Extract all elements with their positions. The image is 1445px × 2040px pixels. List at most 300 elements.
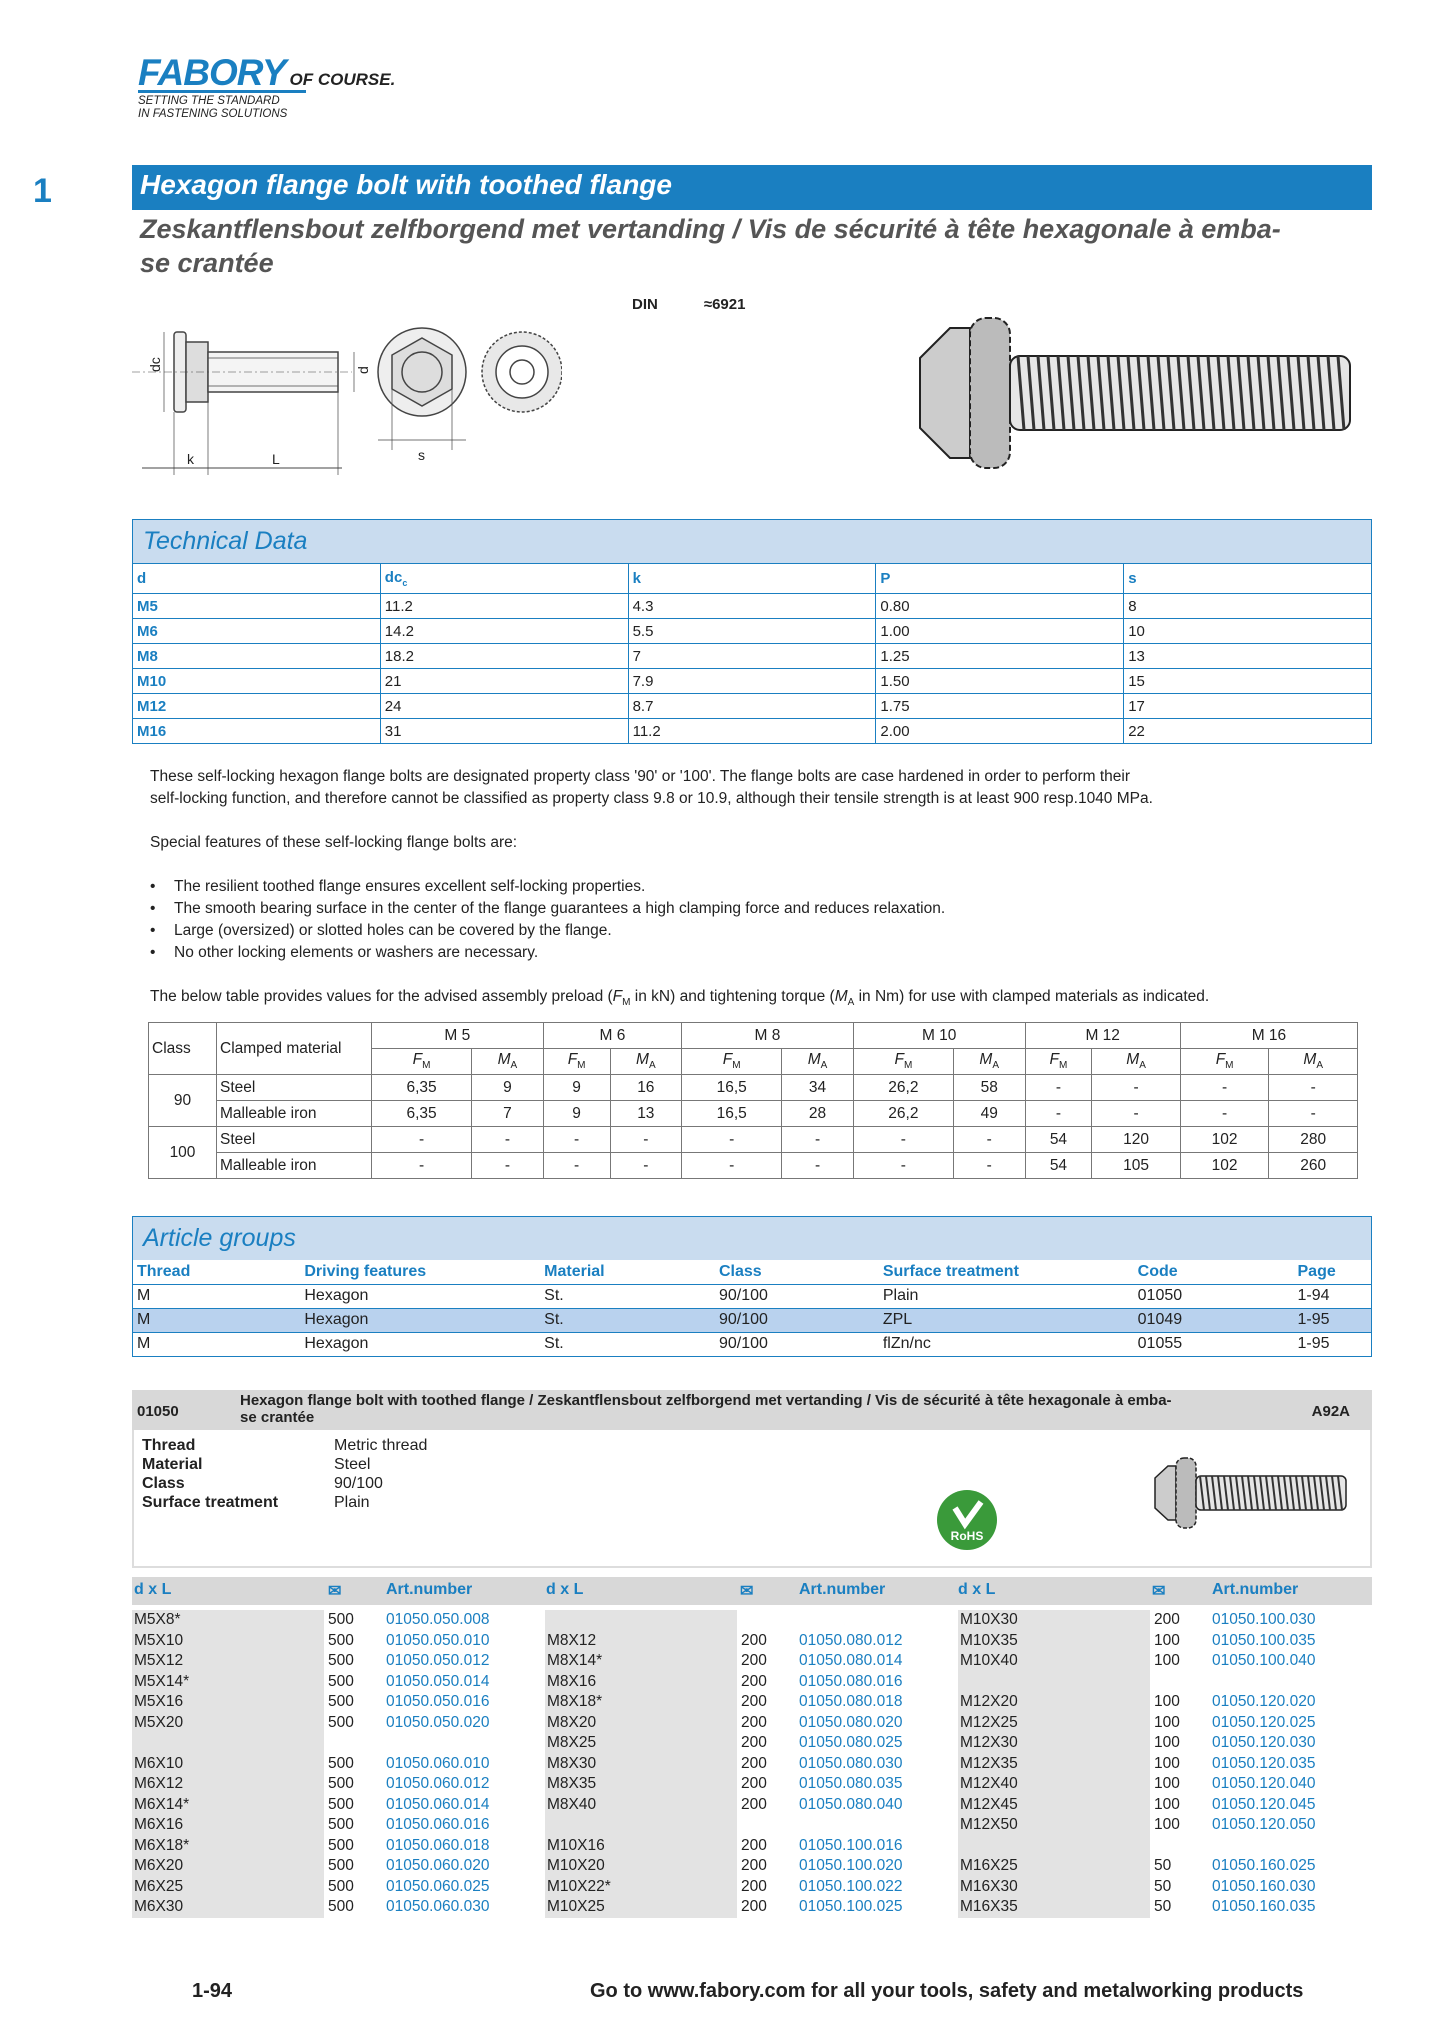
quantity-cell: 100	[1154, 1816, 1180, 1833]
list-item[interactable]	[958, 1877, 1372, 1898]
table-row	[133, 719, 1372, 744]
article-number-link[interactable]: 01050.060.014	[386, 1795, 490, 1813]
list-item[interactable]	[545, 1631, 957, 1652]
logo-tagline-2: IN FASTENING SOLUTIONS	[138, 108, 288, 120]
table-cell: 90/100	[715, 1308, 879, 1332]
article-number-link[interactable]: 01050.050.008	[386, 1611, 490, 1628]
header-fm: $F_M$	[543, 1049, 610, 1075]
list-item[interactable]	[958, 1897, 1372, 1918]
table-cell: 11.2	[628, 719, 876, 744]
article-number-link[interactable]: 01050.100.040	[1212, 1652, 1316, 1669]
material-cell: Steel	[217, 1127, 372, 1153]
value-cell: -	[1180, 1101, 1269, 1127]
table-cell: 1.25	[876, 644, 1124, 669]
article-number-link[interactable]: 01050.050.012	[386, 1652, 490, 1669]
article-number-link[interactable]: 01050.050.020	[386, 1713, 490, 1731]
value-cell: -	[853, 1127, 953, 1153]
subtitle-line-1: Zeskantflensbout zelfborgend met vertanding / Vis de sécurité à tête hexagonale à emba-	[140, 214, 1281, 244]
value-cell: -	[1025, 1075, 1092, 1101]
page-title: Hexagon flange bolt with toothed flange	[132, 165, 1372, 210]
quantity-cell: 200	[741, 1631, 767, 1649]
article-number-link[interactable]: 01050.120.020	[1212, 1693, 1316, 1710]
table-cell: 31	[380, 719, 628, 744]
value-cell: 6,35	[372, 1101, 472, 1127]
list-item[interactable]	[132, 1692, 544, 1713]
quantity-cell: 200	[741, 1652, 767, 1669]
technical-data-table	[132, 563, 1372, 744]
table-cell: M	[133, 1308, 301, 1332]
list-item[interactable]	[958, 1631, 1372, 1652]
property-value: Plain	[334, 1494, 370, 1511]
table-row	[133, 619, 1372, 644]
dim-k: k	[187, 451, 194, 467]
list-item[interactable]	[958, 1692, 1372, 1713]
product-bar	[132, 1390, 1372, 1430]
list-item[interactable]	[545, 1795, 957, 1816]
value-cell: 28	[782, 1101, 854, 1127]
article-group-row[interactable]	[133, 1332, 1372, 1356]
article-number-link[interactable]: 01050.080.025	[799, 1734, 903, 1751]
size-cell: M10X25	[545, 1897, 737, 1918]
value-cell: -	[1025, 1101, 1092, 1127]
list-item[interactable]	[132, 1631, 544, 1652]
table-cell: M10	[133, 669, 381, 694]
article-number-link[interactable]: 01050.100.022	[799, 1877, 903, 1895]
logo-tagline-1: SETTING THE STANDARD	[138, 95, 280, 107]
table-cell: M8	[133, 644, 381, 669]
photo-head	[920, 328, 970, 458]
list-item[interactable]	[132, 1815, 544, 1836]
dim-s: s	[418, 447, 425, 463]
list-item[interactable]	[958, 1795, 1372, 1816]
table-cell: 1-95	[1294, 1308, 1372, 1332]
value-cell: 9	[543, 1101, 610, 1127]
article-number-link[interactable]: 01050.060.018	[386, 1836, 490, 1854]
article-number-link[interactable]: 01050.050.016	[386, 1693, 490, 1710]
list-item	[545, 1815, 957, 1836]
value-cell: -	[1269, 1075, 1358, 1101]
header-class: Class	[149, 1023, 217, 1075]
dim-dc: dc	[147, 357, 163, 372]
value-cell: -	[372, 1153, 472, 1179]
list-item[interactable]	[132, 1610, 544, 1631]
size-cell	[545, 1815, 737, 1836]
article-number-link[interactable]: 01050.080.016	[799, 1672, 903, 1690]
size-cell: M6X12	[132, 1774, 324, 1795]
size-cell: M12X35	[958, 1754, 1150, 1775]
size-cell: M5X16	[132, 1692, 324, 1713]
header-ma: $M_A$	[610, 1049, 682, 1075]
size-cell: M16X30	[958, 1877, 1150, 1898]
table-cell: 1-94	[1294, 1284, 1372, 1308]
article-group-row[interactable]	[133, 1284, 1372, 1308]
list-item[interactable]	[132, 1877, 544, 1898]
package-icon: ✉	[1152, 1583, 1166, 1600]
article-number-link[interactable]: 01050.160.035	[1212, 1898, 1316, 1915]
features-intro: Special features of these self-locking flange bolts are:	[150, 834, 518, 851]
article-column-1	[132, 1610, 544, 1918]
size-cell: M6X30	[132, 1897, 324, 1918]
value-cell: 9	[543, 1075, 610, 1101]
features-list	[150, 876, 945, 964]
table-cell: ZPL	[879, 1308, 1134, 1332]
table-cell: 5.5	[628, 619, 876, 644]
list-item[interactable]	[132, 1672, 544, 1693]
quantity-cell: 500	[328, 1836, 354, 1854]
technical-drawing	[132, 300, 562, 485]
table-cell: 15	[1124, 669, 1372, 694]
table-cell: 7.9	[628, 669, 876, 694]
article-number-link[interactable]: 01050.050.010	[386, 1631, 490, 1649]
din-label: DIN	[632, 296, 658, 313]
list-item[interactable]	[958, 1774, 1372, 1795]
quantity-cell: 50	[1154, 1877, 1172, 1895]
size-cell: M8X35	[545, 1774, 737, 1795]
value-cell: -	[1180, 1075, 1269, 1101]
table-cell: Hexagon	[300, 1308, 540, 1332]
logo-suffix: OF COURSE.	[289, 70, 396, 89]
article-number-link[interactable]: 01050.060.016	[386, 1816, 490, 1833]
article-number-link[interactable]: 01050.080.040	[799, 1795, 903, 1813]
list-item[interactable]	[958, 1815, 1372, 1836]
article-number-link[interactable]: 01050.080.020	[799, 1713, 903, 1731]
value-cell: 34	[782, 1075, 854, 1101]
list-item: • Large (oversized) or slotted holes can be covered by the flange.	[150, 920, 945, 942]
article-number-link[interactable]: 01050.120.045	[1212, 1795, 1316, 1813]
size-cell: M12X40	[958, 1774, 1150, 1795]
article-number-link[interactable]: 01050.120.035	[1212, 1754, 1316, 1772]
table-cell: 18.2	[380, 644, 628, 669]
value-cell: -	[853, 1153, 953, 1179]
list-item[interactable]	[545, 1856, 957, 1877]
value-cell: 49	[953, 1101, 1025, 1127]
article-groups-heading: Article groups	[132, 1216, 1372, 1260]
list-item[interactable]	[132, 1774, 544, 1795]
list-item[interactable]	[958, 1733, 1372, 1754]
list-item[interactable]	[545, 1877, 957, 1898]
quantity-cell: 100	[1154, 1652, 1180, 1669]
list-item[interactable]	[545, 1774, 957, 1795]
table-row	[133, 594, 1372, 619]
table-row	[149, 1153, 1358, 1179]
quantity-cell: 500	[328, 1775, 354, 1792]
table-row	[149, 1101, 1358, 1127]
header-cell: Class	[715, 1260, 879, 1284]
article-number-link[interactable]: 01050.080.035	[799, 1775, 903, 1792]
product-thumbnail	[1150, 1448, 1360, 1538]
list-item[interactable]	[132, 1754, 544, 1775]
quantity-cell: 500	[328, 1877, 354, 1895]
size-cell: M8X12	[545, 1631, 737, 1652]
quantity-cell: 500	[328, 1898, 354, 1915]
value-cell: 54	[1025, 1127, 1092, 1153]
header-fm: $F_M$	[1180, 1049, 1269, 1075]
header-size: M 10	[853, 1023, 1025, 1049]
quantity-cell: 200	[741, 1672, 767, 1690]
size-cell: M10X35	[958, 1631, 1150, 1652]
article-number-link[interactable]: 01050.100.035	[1212, 1631, 1316, 1649]
quantity-cell: 500	[328, 1611, 354, 1628]
logo-brand: FABORY	[138, 52, 286, 93]
size-cell: M8X30	[545, 1754, 737, 1775]
table-cell: 01055	[1134, 1332, 1294, 1356]
class-cell: 100	[149, 1127, 217, 1179]
header-size: M 5	[372, 1023, 544, 1049]
col-dxl-2: d x L	[546, 1581, 584, 1598]
article-number-link[interactable]: 01050.160.025	[1212, 1857, 1316, 1874]
article-number-link[interactable]: 01050.120.040	[1212, 1775, 1316, 1792]
article-group-row[interactable]	[133, 1308, 1372, 1332]
table-cell: 10	[1124, 619, 1372, 644]
value-cell: 280	[1269, 1127, 1358, 1153]
quantity-cell: 100	[1154, 1631, 1180, 1649]
value-cell: -	[543, 1127, 610, 1153]
table-cell: M6	[133, 619, 381, 644]
quantity-cell: 500	[328, 1857, 354, 1874]
value-cell: 54	[1025, 1153, 1092, 1179]
header-cell: Driving features	[300, 1260, 540, 1284]
list-item[interactable]	[545, 1733, 957, 1754]
header-ma: $M_A$	[472, 1049, 544, 1075]
article-number-link[interactable]: 01050.100.030	[1212, 1611, 1316, 1628]
product-code: 01050	[137, 1403, 179, 1420]
dim-L: L	[272, 451, 280, 467]
value-cell: 16,5	[682, 1075, 782, 1101]
list-item[interactable]	[545, 1651, 957, 1672]
list-item[interactable]	[132, 1897, 544, 1918]
header-cell: Thread	[133, 1260, 301, 1284]
table-cell: 11.2	[380, 594, 628, 619]
table-cell: 1.00	[876, 619, 1124, 644]
list-item[interactable]	[545, 1754, 957, 1775]
header-ma: $M_A$	[1269, 1049, 1358, 1075]
quantity-cell: 100	[1154, 1795, 1180, 1813]
technical-data-heading: Technical Data	[132, 519, 1372, 563]
list-item[interactable]	[545, 1672, 957, 1693]
size-cell: M8X25	[545, 1733, 737, 1754]
quantity-cell: 200	[741, 1857, 767, 1874]
size-cell: M12X50	[958, 1815, 1150, 1836]
din-value: ≈6921	[703, 296, 746, 313]
size-cell: M5X8*	[132, 1610, 324, 1631]
table-cell: Hexagon	[300, 1284, 540, 1308]
value-cell: 260	[1269, 1153, 1358, 1179]
property-row	[142, 1493, 427, 1512]
article-number-link[interactable]: 01050.120.025	[1212, 1713, 1316, 1731]
size-cell: M8X40	[545, 1795, 737, 1816]
value-cell: -	[682, 1153, 782, 1179]
property-row	[142, 1436, 427, 1455]
list-item[interactable]	[958, 1713, 1372, 1734]
table-cell: 4.3	[628, 594, 876, 619]
article-number-link[interactable]: 01050.060.025	[386, 1877, 490, 1895]
list-item	[132, 1733, 544, 1754]
header-size: M 16	[1180, 1023, 1357, 1049]
article-number-link[interactable]: 01050.060.012	[386, 1775, 490, 1792]
header-ma: $M_A$	[782, 1049, 854, 1075]
size-cell: M8X20	[545, 1713, 737, 1734]
header-s: s	[1124, 564, 1372, 594]
size-cell: M10X22*	[545, 1877, 737, 1898]
table-cell: 01049	[1134, 1308, 1294, 1332]
size-cell	[545, 1610, 737, 1631]
torque-intro: The below table provides values for the advised assembly preload ($F_M$ in kN) and tightening torque ($M_A$ in Nm) for use with clamped materials as indicated.	[150, 988, 1210, 1009]
col-art-1: Art.number	[386, 1581, 473, 1598]
value-cell: -	[472, 1153, 544, 1179]
fabory-logo	[138, 52, 395, 121]
photo-flange	[970, 318, 1010, 468]
product-title: Hexagon flange bolt with toothed flange / Zeskantflensbout zelfborgend met vertanding / Vis de sécurité à tête hexagonale à emba- se crantée	[240, 1392, 1172, 1426]
table-cell: 17	[1124, 694, 1372, 719]
torque-table	[148, 1022, 1358, 1179]
table-cell: Plain	[879, 1284, 1134, 1308]
property-value: 90/100	[334, 1475, 383, 1492]
table-cell: M	[133, 1284, 301, 1308]
article-number-link[interactable]: 01050.120.050	[1212, 1816, 1316, 1833]
size-cell: M10X30	[958, 1610, 1150, 1631]
list-item[interactable]	[545, 1713, 957, 1734]
col-dxl-3: d x L	[958, 1581, 996, 1598]
list-item[interactable]	[132, 1836, 544, 1857]
list-item[interactable]	[132, 1795, 544, 1816]
quantity-cell: 100	[1154, 1693, 1180, 1710]
value-cell: 26,2	[853, 1075, 953, 1101]
list-item[interactable]	[958, 1610, 1372, 1631]
value-cell: 9	[472, 1075, 544, 1101]
product-properties	[142, 1436, 427, 1512]
table-cell: M16	[133, 719, 381, 744]
size-cell: M5X20	[132, 1713, 324, 1734]
table-cell: 1-95	[1294, 1332, 1372, 1356]
table-cell: 21	[380, 669, 628, 694]
subtitle-line-2: se crantée	[140, 248, 274, 278]
table-cell: 14.2	[380, 619, 628, 644]
din-standard	[632, 296, 745, 313]
table-row	[133, 694, 1372, 719]
header-cell: Code	[1134, 1260, 1294, 1284]
value-cell: 7	[472, 1101, 544, 1127]
quantity-cell: 500	[328, 1754, 354, 1772]
description-line-2: self-locking function, and therefore cannot be classified as property class 9.8 or 10.9, although their tensile strength is at least 900 resp.1040 MPa.	[150, 790, 1153, 807]
table-cell: 8.7	[628, 694, 876, 719]
list-item[interactable]	[545, 1692, 957, 1713]
list-item[interactable]	[545, 1897, 957, 1918]
dim-d: d	[355, 366, 371, 374]
value-cell: -	[543, 1153, 610, 1179]
footer-cta: Go to www.fabory.com for all your tools, safety and metalworking products	[590, 1980, 1304, 2002]
article-groups-table	[132, 1260, 1372, 1357]
table-cell: M	[133, 1332, 301, 1356]
article-number-link[interactable]: 01050.100.016	[799, 1836, 903, 1854]
list-item[interactable]	[545, 1836, 957, 1857]
value-cell: 16	[610, 1075, 682, 1101]
size-cell: M12X25	[958, 1713, 1150, 1734]
property-key: Class	[142, 1475, 185, 1492]
size-cell	[958, 1836, 1150, 1857]
property-row	[142, 1455, 427, 1474]
table-cell: 24	[380, 694, 628, 719]
value-cell: 16,5	[682, 1101, 782, 1127]
table-cell: M5	[133, 594, 381, 619]
table-cell: 90/100	[715, 1284, 879, 1308]
col-art-2: Art.number	[799, 1581, 886, 1598]
article-number-link[interactable]: 01050.120.030	[1212, 1734, 1316, 1751]
quantity-cell: 50	[1154, 1857, 1172, 1874]
size-cell: M6X25	[132, 1877, 324, 1898]
size-cell	[958, 1672, 1150, 1693]
quantity-cell: 500	[328, 1713, 354, 1731]
size-cell: M10X20	[545, 1856, 737, 1877]
value-cell: -	[1269, 1101, 1358, 1127]
article-column-2	[545, 1610, 957, 1918]
article-number-link[interactable]: 01050.160.030	[1212, 1877, 1316, 1895]
quantity-cell: 500	[328, 1816, 354, 1833]
header-size: M 6	[543, 1023, 681, 1049]
list-item	[545, 1610, 957, 1631]
list-item[interactable]	[132, 1856, 544, 1877]
quantity-cell: 500	[328, 1672, 354, 1690]
table-cell: M12	[133, 694, 381, 719]
quantity-cell: 100	[1154, 1713, 1180, 1731]
value-cell: -	[682, 1127, 782, 1153]
size-cell: M10X40	[958, 1651, 1150, 1672]
size-cell	[132, 1733, 324, 1754]
article-number-link[interactable]: 01050.100.020	[799, 1857, 903, 1874]
article-number-link[interactable]: 01050.060.020	[386, 1857, 490, 1874]
article-number-link[interactable]: 01050.100.025	[799, 1898, 903, 1915]
quantity-cell: 200	[741, 1713, 767, 1731]
header-fm: $F_M$	[1025, 1049, 1092, 1075]
list-item[interactable]	[132, 1651, 544, 1672]
quantity-cell: 500	[328, 1795, 354, 1813]
size-cell: M6X10	[132, 1754, 324, 1775]
article-number-link[interactable]: 01050.080.012	[799, 1631, 903, 1649]
quantity-cell: 200	[741, 1754, 767, 1772]
value-cell: 58	[953, 1075, 1025, 1101]
article-number-link[interactable]: 01050.080.014	[799, 1652, 903, 1669]
article-number-link[interactable]: 01050.050.014	[386, 1672, 490, 1690]
quantity-cell: 50	[1154, 1898, 1172, 1915]
article-number-link[interactable]: 01050.060.030	[386, 1898, 490, 1915]
quantity-cell: 100	[1154, 1734, 1180, 1751]
size-cell: M8X18*	[545, 1692, 737, 1713]
table-cell: St.	[540, 1284, 715, 1308]
list-item[interactable]	[958, 1754, 1372, 1775]
article-number-link[interactable]: 01050.080.018	[799, 1693, 903, 1710]
list-item	[958, 1836, 1372, 1857]
list-item: • The smooth bearing surface in the center of the flange guarantees a high clamping force and reduces relaxation.	[150, 898, 945, 920]
article-number-link[interactable]: 01050.080.030	[799, 1754, 903, 1772]
size-cell: M5X12	[132, 1651, 324, 1672]
article-list-header	[132, 1577, 1372, 1605]
article-number-link[interactable]: 01050.060.010	[386, 1754, 490, 1772]
table-row	[133, 669, 1372, 694]
quantity-cell: 100	[1154, 1754, 1180, 1772]
table-cell: flZn/nc	[879, 1332, 1134, 1356]
value-cell: 13	[610, 1101, 682, 1127]
table-cell: St.	[540, 1308, 715, 1332]
quantity-cell: 500	[328, 1693, 354, 1710]
list-item[interactable]	[132, 1713, 544, 1734]
size-cell: M6X16	[132, 1815, 324, 1836]
description-paragraph	[150, 766, 1360, 810]
list-item[interactable]	[958, 1651, 1372, 1672]
list-item[interactable]	[958, 1856, 1372, 1877]
page-number: 1-94	[192, 1980, 233, 2002]
quantity-cell: 200	[741, 1898, 767, 1915]
header-fm: $F_M$	[853, 1049, 953, 1075]
property-value: Steel	[334, 1456, 371, 1473]
